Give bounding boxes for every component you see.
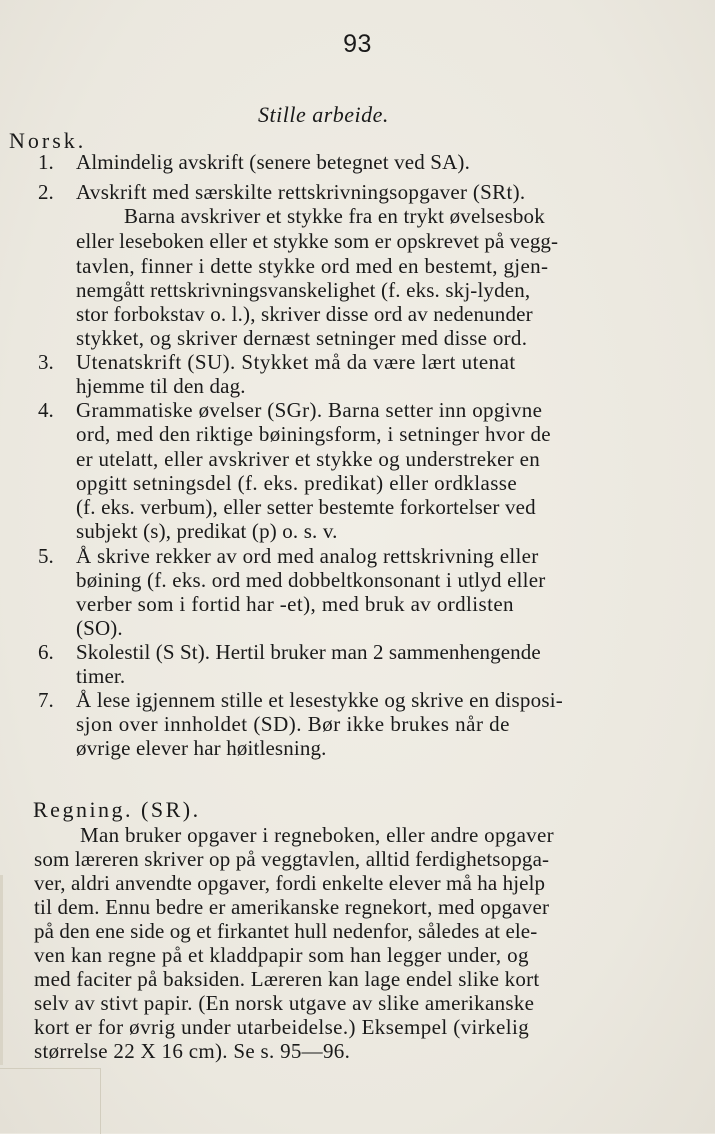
section-title: Stille arbeide. [258, 102, 389, 127]
item-6-line-2: timer. [76, 664, 126, 688]
item-5-number: 5. [38, 544, 54, 568]
item-3-line-2: hjemme til den dag. [76, 374, 246, 398]
item-4-line-2: ord, med den riktige bøiningsform, i setninger hvor de [76, 422, 551, 446]
item-5-line-3: verber som i fortid har -et), med bruk av ordlisten [76, 592, 514, 616]
regning-line-9: kort er for øvrig under utarbeidelse.) Eksempel (virkelig [34, 1015, 530, 1039]
item-7-number: 7. [38, 688, 54, 712]
item-3-number: 3. [38, 350, 54, 374]
regning-line-10: størrelse 22 X 16 cm). Se s. 95—96. [34, 1039, 351, 1063]
norsk-heading: Norsk. [9, 128, 87, 153]
item-2-line-1: Avskrift med særskilte rettskrivningsopgaver (SRt). [76, 180, 526, 204]
item-4-line-4: opgitt setningsdel (f. eks. predikat) eller ordklasse [76, 471, 518, 495]
item-2-line-2: Barna avskriver et stykke fra en trykt øvelsesbok [124, 204, 545, 228]
item-2-line-3: eller leseboken eller et stykke som er opskrevet på vegg- [76, 229, 559, 253]
item-7-line-2: sjon over innholdet (SD). Bør ikke brukes når de [76, 712, 511, 736]
regning-line-5: på den ene side og et firkantet hull nedenfor, således at ele- [34, 919, 538, 943]
page-number: 93 [343, 30, 372, 58]
regning-line-8: selv av stivt papir. (En norsk utgave av slike amerikanske [34, 991, 535, 1015]
regning-line-2: som læreren skriver op på veggtavlen, alltid ferdighetsopga- [34, 847, 550, 871]
regning-line-3: ver, aldri anvendte opgaver, fordi enkelte elever må ha hjelp [34, 871, 546, 895]
item-1-number: 1. [38, 150, 54, 174]
item-4-line-3: er utelatt, eller avskriver et stykke og understreker en [76, 447, 541, 471]
item-5-line-1: Å skrive rekker av ord med analog rettskrivning eller [76, 544, 539, 568]
item-6-number: 6. [38, 640, 54, 664]
page-edge-shadow [0, 875, 3, 1065]
item-4-line-5: (f. eks. verbum), eller setter bestemte forkortelser ved [76, 495, 536, 519]
item-2-line-6: stor forbokstav o. l.), skriver disse ord av nedenunder [76, 302, 533, 326]
regning-line-7: med faciter på baksiden. Læreren kan lage endel slike kort [34, 967, 540, 991]
item-6-line-1: Skolestil (S St). Hertil bruker man 2 sammenhengende [76, 640, 541, 664]
item-4-number: 4. [38, 398, 54, 422]
regning-heading: Regning. (SR). [33, 797, 201, 822]
item-5-line-4: (SO). [76, 616, 123, 640]
item-2-number: 2. [38, 180, 54, 204]
item-2-line-4: tavlen, finner i dette stykke ord med en bestemt, gjen- [76, 254, 549, 278]
item-4-line-6: subjekt (s), predikat (p) o. s. v. [76, 519, 338, 543]
item-5-line-2: bøining (f. eks. ord med dobbeltkonsonant i utlyd eller [76, 568, 546, 592]
regning-line-4: til dem. Ennu bedre er amerikanske regnekort, med opgaver [34, 895, 550, 919]
item-2-line-5: nemgått rettskrivningsvanskelighet (f. eks. skj-lyden, [76, 278, 531, 302]
item-7-line-1: Å lese igjennem stille et lesestykke og skrive en disposi- [76, 688, 563, 712]
regning-line-1: Man bruker opgaver i regneboken, eller andre opgaver [80, 823, 554, 847]
regning-line-6: ven kan regne på et kladdpapir som han legger under, og [34, 943, 529, 967]
item-2-line-7: stykket, og skriver dernæst setninger med disse ord. [76, 326, 528, 350]
item-7-line-3: øvrige elever har høitlesning. [76, 736, 327, 760]
item-4-line-1: Grammatiske øvelser (SGr). Barna setter inn opgivne [76, 398, 543, 422]
item-1-line-1: Almindelig avskrift (senere betegnet ved SA). [76, 150, 470, 174]
item-3-line-1: Utenatskrift (SU). Stykket må da være lært utenat [76, 350, 516, 374]
page-corner-mark [0, 1068, 101, 1134]
